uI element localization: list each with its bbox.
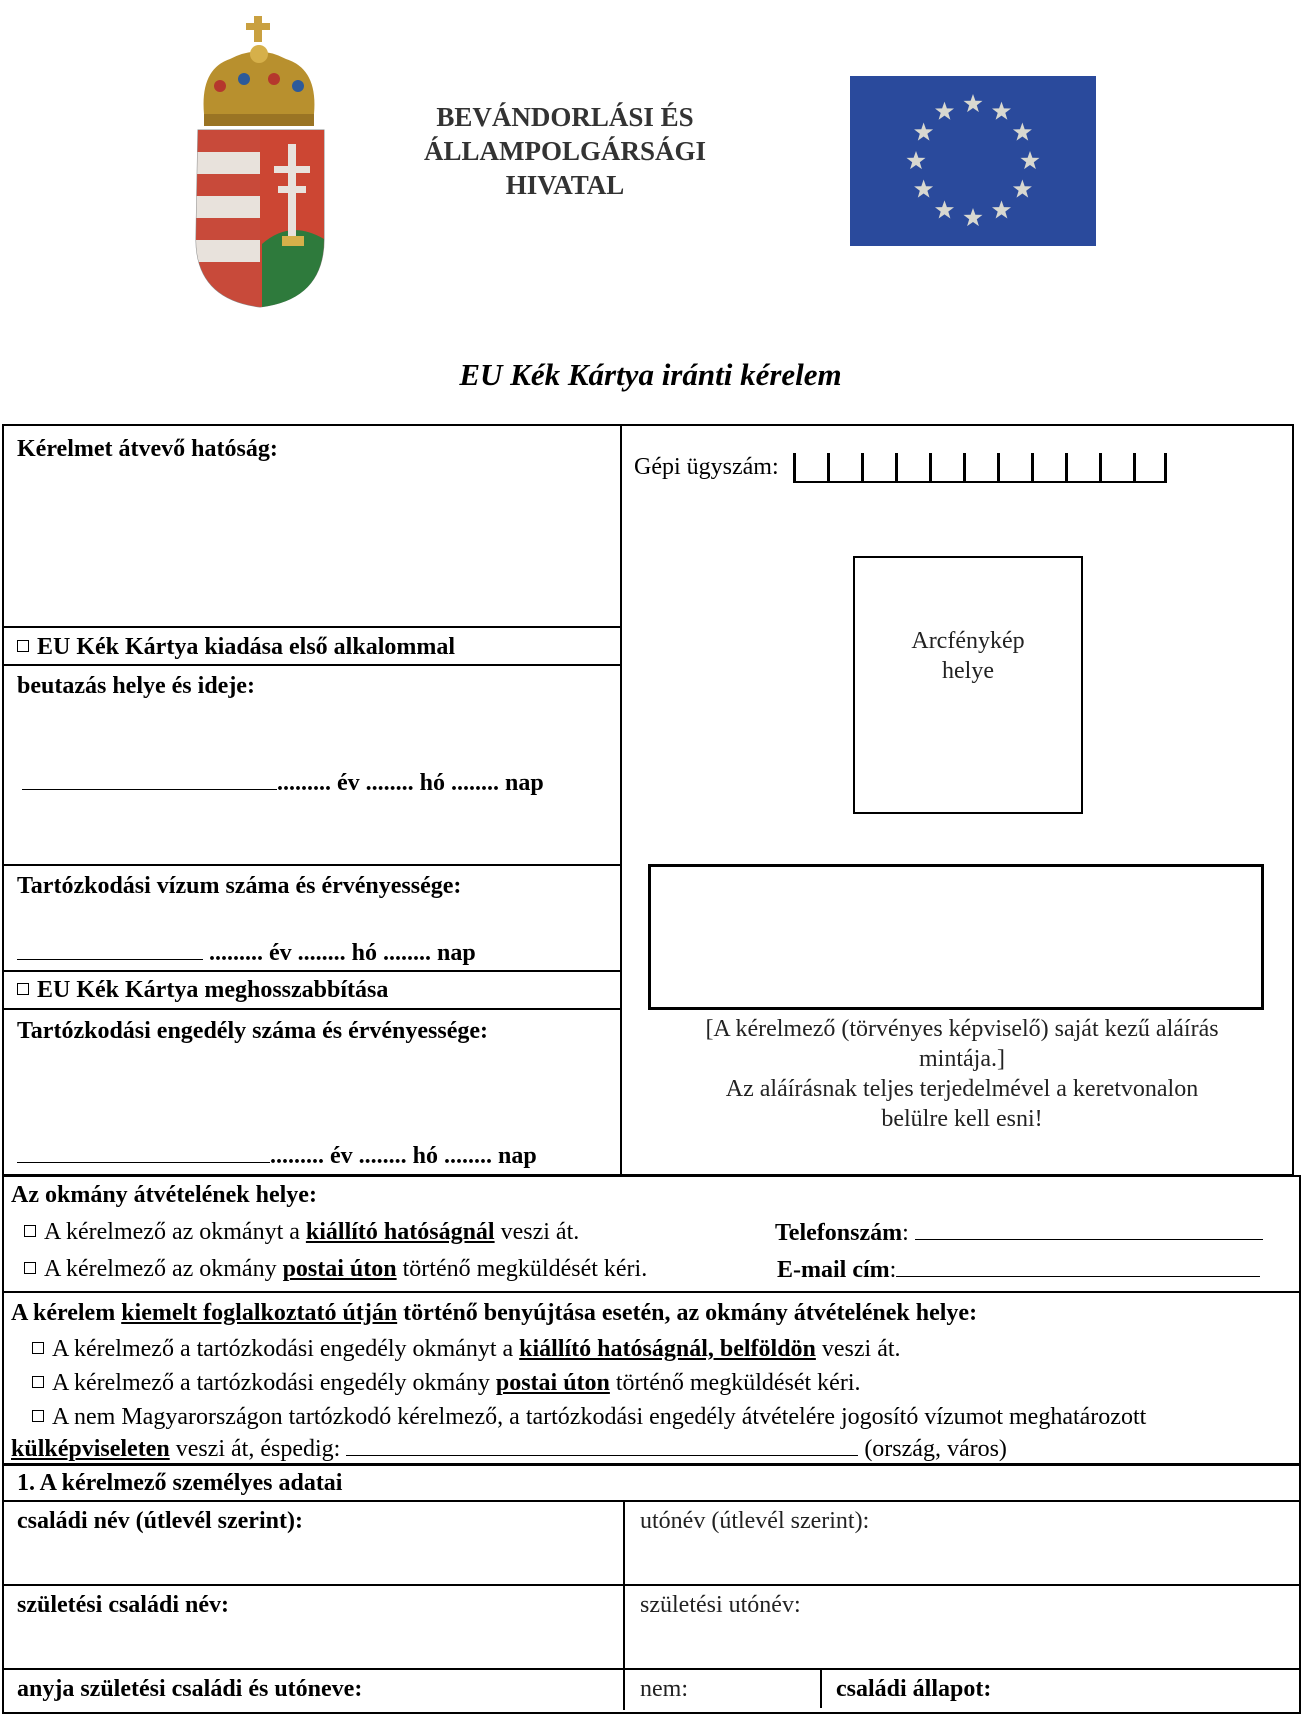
signature-box[interactable] xyxy=(648,864,1264,1010)
signature-note xyxy=(630,1014,1294,1134)
pickup-option-authority[interactable] xyxy=(24,1217,579,1247)
renewal-checkbox[interactable] xyxy=(17,983,29,995)
priority-opt3-post: (ország, város) xyxy=(858,1436,1007,1462)
signature-note-line1: [A kérelmező (törvényes képviselő) saját kezű aláírás xyxy=(705,1016,1219,1042)
case-number-cell[interactable] xyxy=(895,453,929,483)
entry-label: beutazás helye és ideje: xyxy=(17,673,255,699)
consulate-field[interactable] xyxy=(346,1433,858,1456)
case-number-label: Gépi ügyszám: xyxy=(634,454,779,480)
case-number-cell[interactable] xyxy=(997,453,1031,483)
photo-label xyxy=(853,626,1083,686)
phone-label: Telefonszám xyxy=(775,1220,903,1246)
case-number-cell[interactable] xyxy=(861,453,895,483)
priority-opt3-mid: veszi át, éspedig: xyxy=(169,1436,347,1462)
case-number xyxy=(634,452,1167,483)
eu-flag-icon xyxy=(850,76,1096,246)
priority-opt3-em: külképviseleten xyxy=(11,1436,170,1462)
office-name-line2: ÁLLAMPOLGÁRSÁGI xyxy=(423,136,707,166)
priority-option-post[interactable] xyxy=(32,1368,860,1398)
priority-opt1-em: kiállító hatóságnál, belföldön xyxy=(519,1336,816,1362)
first-issue-checkbox[interactable] xyxy=(17,640,29,652)
case-number-cell[interactable] xyxy=(1099,453,1133,483)
first-issue-label: EU Kék Kártya kiadása első alkalommal xyxy=(37,634,456,660)
office-name xyxy=(400,100,730,202)
email-row: E-mail cím: xyxy=(777,1254,1260,1285)
first-issue-option[interactable] xyxy=(17,632,455,662)
visa-number-field[interactable] xyxy=(17,937,203,960)
renewal-option[interactable] xyxy=(17,975,388,1005)
pickup-opt1-post: veszi át. xyxy=(494,1219,580,1245)
pickup-authority-checkbox[interactable] xyxy=(24,1225,36,1237)
permit-date-row xyxy=(17,1140,537,1171)
email-field[interactable] xyxy=(896,1254,1260,1277)
priority-option-consulate[interactable] xyxy=(32,1402,1146,1432)
signature-note-line3: Az aláírásnak teljes terjedelmével a keretvonalon xyxy=(725,1076,1199,1102)
permit-label: Tartózkodási engedély száma és érvényessége: xyxy=(17,1018,489,1044)
permit-date-suffix: ......... év ........ hó ........ nap xyxy=(270,1143,537,1169)
case-number-cell[interactable] xyxy=(1133,453,1167,483)
pickup-opt1-em: kiállító hatóságnál xyxy=(305,1219,495,1245)
entry-date-suffix: ......... év ........ hó ........ nap xyxy=(277,770,544,796)
case-number-cell[interactable] xyxy=(963,453,997,483)
renewal-label: EU Kék Kártya meghosszabbítása xyxy=(37,977,389,1003)
entry-date-row xyxy=(22,767,544,798)
case-number-cells[interactable] xyxy=(793,452,1167,483)
case-number-cell[interactable] xyxy=(929,453,963,483)
priority-heading-em: kiemelt foglalkoztató útján xyxy=(121,1300,398,1326)
sex-label: nem: xyxy=(640,1676,688,1702)
pickup-opt1-pre: A kérelmező az okmányt a xyxy=(44,1219,306,1245)
office-name-line3: HIVATAL xyxy=(505,170,625,200)
priority-post-checkbox[interactable] xyxy=(32,1376,44,1388)
authority-label: Kérelmet átvevő hatóság: xyxy=(17,436,278,462)
priority-heading xyxy=(11,1298,977,1328)
priority-consulate-row xyxy=(11,1433,1007,1464)
case-number-cell[interactable] xyxy=(1031,453,1065,483)
visa-label: Tartózkodási vízum száma és érvényessége: xyxy=(17,873,462,899)
priority-opt2-em: postai úton xyxy=(495,1370,610,1396)
photo-label-line2: helye xyxy=(942,658,994,684)
entry-place-field[interactable] xyxy=(22,767,277,790)
birth-family-name-label: születési családi név: xyxy=(17,1592,229,1618)
priority-heading-post: történő benyújtása esetén, az okmány átvételének helye: xyxy=(397,1300,978,1326)
visa-date-row xyxy=(17,937,476,968)
priority-opt2-pre: A kérelmező a tartózkodási engedély okmány xyxy=(52,1370,496,1396)
pickup-opt2-post: történő megküldését kéri. xyxy=(396,1256,648,1282)
pickup-opt2-pre: A kérelmező az okmány xyxy=(44,1256,283,1282)
photo-label-line1: Arcfénykép xyxy=(911,628,1025,654)
priority-authority-checkbox[interactable] xyxy=(32,1342,44,1354)
mother-name-label: anyja születési családi és utóneve: xyxy=(17,1676,363,1702)
pickup-post-checkbox[interactable] xyxy=(24,1262,36,1274)
family-name-label: családi név (útlevél szerint): xyxy=(17,1508,303,1534)
office-name-line1: BEVÁNDORLÁSI ÉS xyxy=(436,102,694,132)
phone-field[interactable] xyxy=(915,1217,1263,1240)
marital-status-label: családi állapot: xyxy=(836,1676,992,1702)
pickup-opt2-em: postai úton xyxy=(282,1256,397,1282)
form-title: EU Kék Kártya iránti kérelem xyxy=(459,357,842,392)
visa-date-suffix: ......... év ........ hó ........ nap xyxy=(209,940,476,966)
priority-opt3-line1: A nem Magyarországon tartózkodó kérelmező, a tartózkodási engedély átvételére jogosító vízumot meghatározott xyxy=(52,1404,1147,1430)
signature-note-line2: mintája.] xyxy=(919,1046,1005,1072)
priority-opt2-post: történő megküldését kéri. xyxy=(609,1370,861,1396)
email-label: E-mail cím xyxy=(777,1257,890,1283)
given-name-label: utónév (útlevél szerint): xyxy=(640,1508,870,1534)
case-number-cell[interactable] xyxy=(793,453,827,483)
pickup-option-post[interactable] xyxy=(24,1254,647,1284)
priority-heading-pre: A kérelem xyxy=(11,1300,122,1326)
signature-note-line4: belülre kell esni! xyxy=(881,1106,1043,1132)
priority-option-authority[interactable] xyxy=(32,1334,901,1364)
case-number-cell[interactable] xyxy=(1065,453,1099,483)
priority-consulate-checkbox[interactable] xyxy=(32,1410,44,1422)
permit-number-field[interactable] xyxy=(17,1140,270,1163)
pickup-heading: Az okmány átvételének helye: xyxy=(11,1182,317,1208)
birth-given-name-label: születési utónév: xyxy=(640,1592,801,1618)
hungarian-coat-of-arms-icon xyxy=(190,14,330,309)
priority-opt1-post: veszi át. xyxy=(815,1336,901,1362)
priority-opt1-pre: A kérelmező a tartózkodási engedély okmányt a xyxy=(52,1336,520,1362)
personal-heading: 1. A kérelmező személyes adatai xyxy=(17,1470,343,1496)
case-number-cell[interactable] xyxy=(827,453,861,483)
phone-row: Telefonszám: xyxy=(775,1217,1263,1248)
